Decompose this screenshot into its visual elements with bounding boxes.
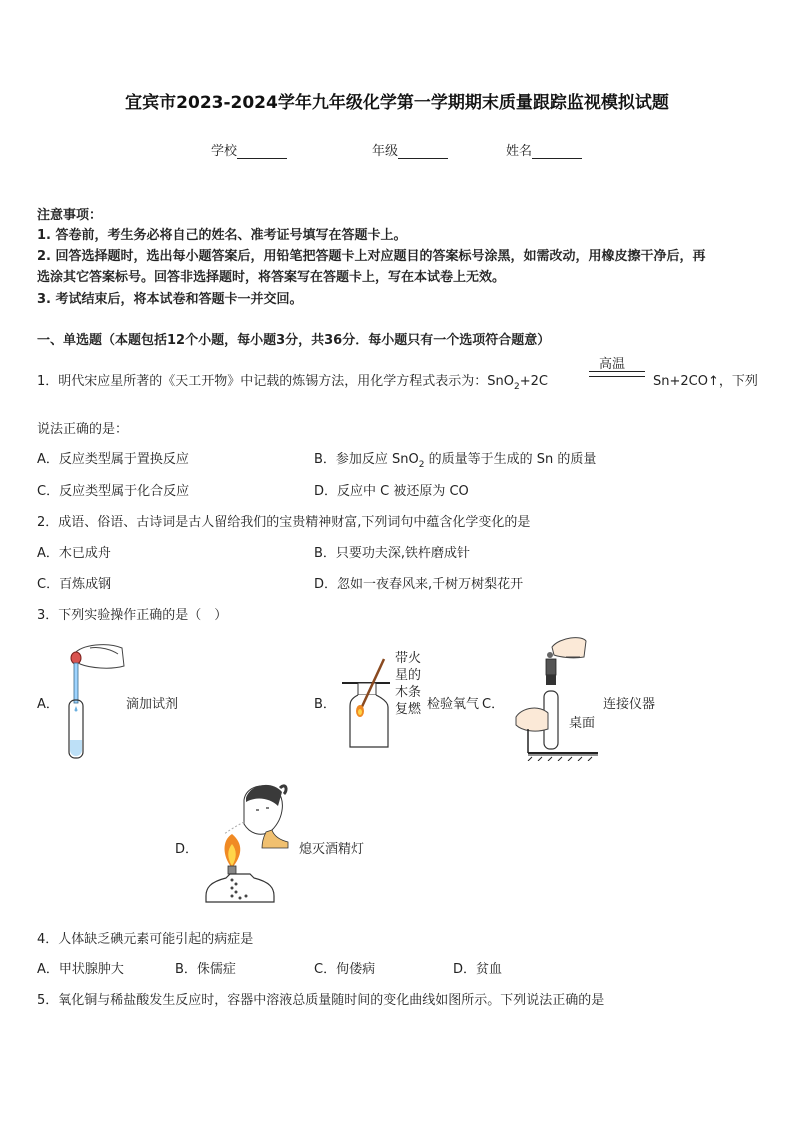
ember-label-line-3: 木条	[395, 685, 422, 700]
q1-option-d[interactable]: D．反应中 C 被还原为 CO	[314, 484, 469, 499]
q3-stem: 3．下列实验操作正确的是（ ）	[37, 608, 228, 623]
q3-option-b-text: 检验氧气	[427, 697, 480, 712]
gas-bottle-illustration	[340, 655, 396, 751]
section-heading: 一、单选题（本题包括12个小题，每小题3分，共36分．每小题只有一个选项符合题意）	[37, 333, 551, 348]
q1-option-b[interactable]	[314, 448, 597, 470]
ember-label-line-1: 带火	[395, 651, 422, 666]
q1-stem	[37, 370, 548, 392]
ember-label-line-4: 复燃	[395, 702, 422, 717]
q4-option-c[interactable]: C．佝偻病	[314, 962, 376, 977]
q1-b-post: 的质量等于生成的 Sn 的质量	[424, 452, 597, 467]
q2-stem: 2．成语、俗语、古诗词是古人留给我们的宝贵精神财富,下列词句中蕴含化学变化的是	[37, 515, 531, 530]
note-2a: 2. 回答选择题时，选出每小题答案后，用铅笔把答题卡上对应题目的答案标号涂黑，如需改动，用橡皮擦干净后，再	[37, 249, 706, 264]
q4-option-b[interactable]: B．侏儒症	[175, 962, 236, 977]
q1-option-c[interactable]: C．反应类型属于化合反应	[37, 484, 190, 499]
grade-blank[interactable]	[398, 145, 448, 159]
q2-option-c[interactable]: C．百炼成钢	[37, 577, 112, 592]
q3-option-a-text: 滴加试剂	[126, 697, 179, 712]
note-2b: 选涂其它答案标号。回答非选择题时，将答案写在答题卡上，写在本试卷上无效。	[37, 270, 506, 285]
q3-option-d-text: 熄灭酒精灯	[299, 842, 365, 857]
name-label: 姓名	[506, 144, 533, 159]
q1-b-subscript: 2	[418, 460, 425, 470]
q1-option-a[interactable]: A．反应类型属于置换反应	[37, 452, 189, 467]
q4-option-a[interactable]: A．甲状腺肿大	[37, 962, 124, 977]
q4-option-d[interactable]: D．贫血	[453, 962, 503, 977]
dropper-test-tube-illustration	[60, 640, 128, 764]
q1-stem-cont: 说法正确的是：	[37, 422, 129, 437]
q1-stem-post: Sn+2CO↑，下列	[653, 374, 758, 389]
q3-option-b-letter[interactable]: B．	[314, 697, 336, 712]
q1-subscript: 2	[514, 382, 520, 392]
q4-stem: 4．人体缺乏碘元素可能引起的病症是	[37, 932, 254, 947]
q5-stem: 5．氧化铜与稀盐酸发生反应时，容器中溶液总质量随时间的变化曲线如图所示。下列说法正确的是	[37, 993, 605, 1008]
q2-option-d[interactable]: D．忽如一夜春风来,千树万树梨花开	[314, 577, 524, 592]
q3-option-c-letter[interactable]: C．	[482, 697, 505, 712]
page-title: 宜宾市2023-2024学年九年级化学第一学期期末质量跟踪监视模拟试题	[125, 93, 669, 113]
note-1: 1. 答卷前，考生务必将自己的姓名、准考证号填写在答题卡上。	[37, 228, 407, 243]
ember-label-line-2: 星的	[395, 668, 422, 683]
q3-option-c-text: 连接仪器	[603, 697, 656, 712]
q2-option-a[interactable]: A．木已成舟	[37, 546, 111, 561]
q2-option-b[interactable]: B．只要功夫深,铁杵磨成针	[314, 546, 471, 561]
q3-option-d-letter[interactable]: D．	[175, 842, 199, 857]
notes-heading: 注意事项：	[37, 208, 103, 223]
alcohol-lamp-illustration	[200, 778, 290, 910]
school-label: 学校	[211, 144, 238, 159]
school-field[interactable]	[211, 140, 287, 159]
grade-field[interactable]	[372, 140, 448, 159]
name-blank[interactable]	[532, 145, 582, 159]
note-3: 3. 考试结束后，将本试卷和答题卡一并交回。	[37, 292, 303, 307]
table-label: 桌面	[569, 716, 596, 731]
q1-condition: 高温	[599, 357, 626, 372]
q1-equals-sign	[589, 371, 645, 377]
ember-label	[395, 650, 425, 718]
q1-b-pre: B．参加反应 SnO	[314, 452, 419, 467]
school-blank[interactable]	[237, 145, 287, 159]
q1-stem-mid: +2C	[519, 374, 548, 389]
test-tube-table-illustration	[510, 633, 602, 761]
q1-stem-pre: 1．明代宋应星所著的《天工开物》中记载的炼锡方法，用化学方程式表示为：SnO	[37, 374, 514, 389]
q3-option-a-letter[interactable]: A．	[37, 697, 59, 712]
name-field[interactable]	[506, 140, 582, 159]
grade-label: 年级	[372, 144, 399, 159]
